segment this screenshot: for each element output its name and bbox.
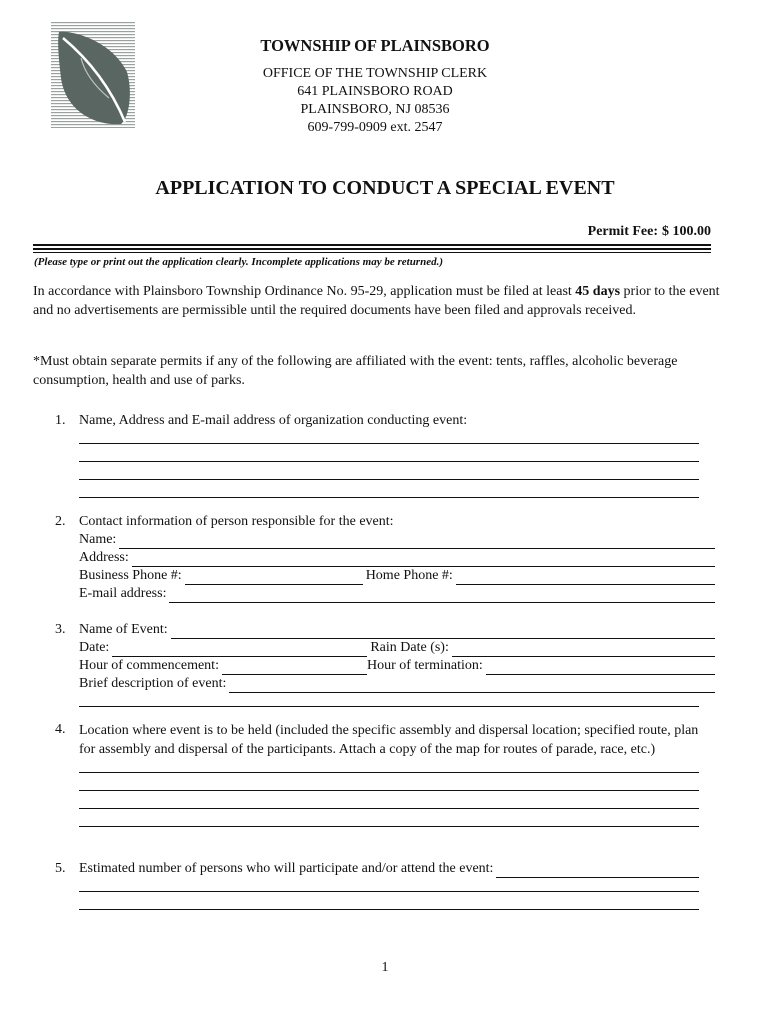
location-line[interactable] [79,759,715,777]
org-info-line[interactable] [79,466,715,484]
org-info-line[interactable] [79,484,715,502]
leaf-icon [51,22,135,128]
attendance-field[interactable] [496,865,699,878]
question-number: 4. [55,722,66,737]
permits-notice: *Must obtain separate permits if any of the following are affiliated with the event: tents, raffles, alcoholic beverage consumption, health and use of parks. [33,354,678,388]
attendance-label: Estimated number of persons who will participate and/or attend the event: [79,861,494,876]
org-info-line[interactable] [79,448,715,466]
attendance-line[interactable] [79,878,715,896]
township-logo [51,22,135,128]
termination-label: Hour of termination: [366,658,483,673]
deadline-emphasis: 45 days [575,284,621,299]
event-name-label: Name of Event: [79,622,168,637]
location-line[interactable] [79,795,715,813]
page-number: 1 [381,960,389,975]
divider-rule [33,244,711,246]
permit-fee-amount: $ 100.00 [662,224,711,239]
event-date-row [79,639,715,657]
attendance-row [79,860,715,878]
attendance-line[interactable] [79,896,715,914]
home-phone-label: Home Phone #: [365,568,453,583]
question-text: Name, Address and E-mail address of organization conducting event: [79,413,468,428]
rain-date-label: Rain Date (s): [370,640,449,655]
office-name: OFFICE OF THE TOWNSHIP CLERK [262,66,488,81]
contact-address-field[interactable] [132,554,715,567]
question-number: 3. [55,622,66,637]
email-label: E-mail address: [79,586,167,601]
city-state-zip: PLAINSBORO, NJ 08536 [300,102,450,117]
event-name-row [79,621,715,639]
description-line[interactable] [79,693,715,711]
termination-field[interactable] [486,662,715,675]
question-text: Contact information of person responsible for the event: [79,514,394,529]
permit-fee-label: Permit Fee: [587,224,658,239]
description-field[interactable] [229,680,715,693]
contact-email-row [79,585,715,603]
question-number: 2. [55,514,66,529]
intro-text-continued: prior to the event and no advertisements are permissible until the required documents have been filed and approvals received. [33,284,720,318]
description-row [79,675,715,693]
intro-text: In accordance with Plainsboro Township Ordinance No. 95-29, application must be filed at least [33,284,576,299]
intro-paragraph [33,283,723,320]
divider-rule [33,248,711,250]
commencement-label: Hour of commencement: [79,658,219,673]
business-phone-field[interactable] [185,572,363,585]
divider-rule [33,252,711,253]
question-text: Location where event is to be held (included the specific assembly and dispersal location; specified route, plan for assembly and dispersal of the participants. Attach a copy of the map for routes of parade, race, etc.) [79,723,699,757]
event-name-field[interactable] [171,626,715,639]
event-date-label: Date: [79,640,110,655]
question-number: 5. [55,861,66,876]
rain-date-field[interactable] [452,644,715,657]
letterhead [250,36,500,137]
office-address [250,65,500,137]
township-name: TOWNSHIP OF PLAINSBORO [260,36,490,55]
contact-address-row [79,549,715,567]
location-line[interactable] [79,777,715,795]
instructions-note: (Please type or print out the application clearly. Incomplete applications may be returned.) [34,256,444,268]
question-number: 1. [55,413,66,428]
street-address: 641 PLAINSBORO ROAD [297,84,453,99]
permit-fee [588,223,711,241]
contact-name-field[interactable] [119,536,715,549]
home-phone-field[interactable] [456,572,715,585]
contact-name-label: Name: [79,532,117,547]
contact-address-label: Address: [79,550,129,565]
contact-name-row [79,531,715,549]
commencement-field[interactable] [222,662,367,675]
event-hours-row [79,657,715,675]
document-title: APPLICATION TO CONDUCT A SPECIAL EVENT [155,177,615,199]
contact-phone-row [79,567,715,585]
event-date-field[interactable] [112,644,367,657]
org-info-line[interactable] [79,430,715,448]
description-label: Brief description of event: [79,676,227,691]
business-phone-label: Business Phone #: [79,568,182,583]
office-phone: 609-799-0909 ext. 2547 [307,120,443,135]
email-field[interactable] [169,590,715,603]
location-line[interactable] [79,813,715,831]
